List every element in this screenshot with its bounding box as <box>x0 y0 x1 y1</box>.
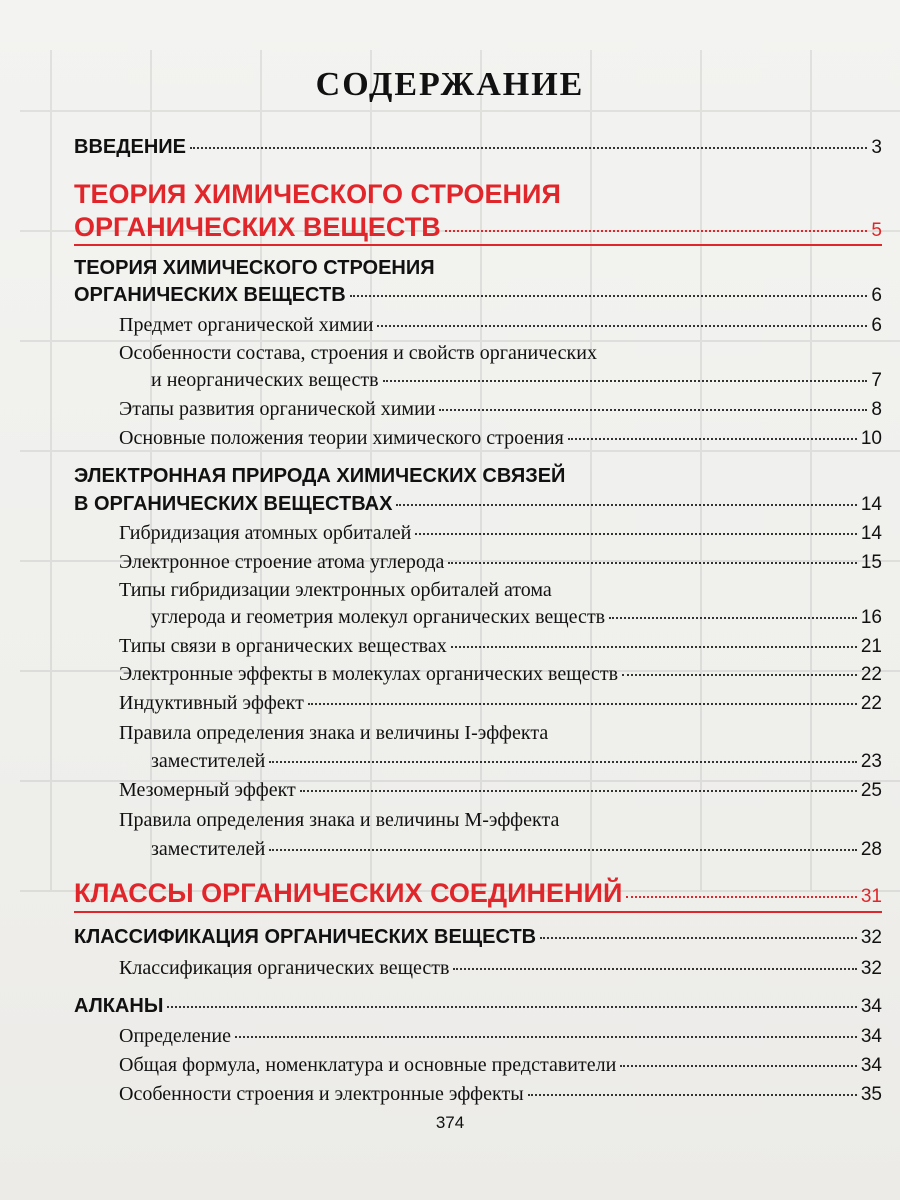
dot-leader <box>396 503 856 506</box>
section-underline <box>74 911 882 913</box>
toc-page-number: 14 <box>860 494 882 515</box>
page-title: СОДЕРЖАНИЕ <box>315 66 585 103</box>
toc-entry-title: углерода и геометрия молекул органических веществ <box>151 606 606 628</box>
toc-entry-features-line1[interactable]: Особенности состава, строения и свойств органических <box>119 342 597 364</box>
dot-leader <box>620 1064 857 1067</box>
toc-entry-hybrid-types-line1[interactable]: Типы гибридизации электронных орбиталей атома <box>119 579 552 601</box>
toc-entry-intro[interactable] <box>74 136 882 159</box>
toc-entry-title: Гибридизация атомных орбиталей <box>119 522 412 544</box>
toc-page-number: 34 <box>860 1026 882 1047</box>
dot-leader <box>235 1035 857 1038</box>
toc-entry-stages[interactable] <box>119 398 882 421</box>
toc-entry-title: Этапы развития органической химии <box>119 398 436 420</box>
toc-entry-mesomeric[interactable] <box>119 779 882 802</box>
dot-leader <box>308 702 857 705</box>
dot-leader <box>568 437 857 440</box>
toc-entry-title: Мезомерный эффект <box>119 779 296 801</box>
toc-page-number: 5 <box>871 220 882 241</box>
toc-section-theory[interactable] <box>74 212 882 243</box>
toc-page-number: 23 <box>860 751 882 772</box>
toc-page-number: 35 <box>860 1084 882 1105</box>
toc-page-number: 34 <box>860 1055 882 1076</box>
toc-entry-classification[interactable] <box>119 957 882 980</box>
toc-page-number: 6 <box>871 285 882 306</box>
toc-page-number: 8 <box>871 399 882 420</box>
dot-leader <box>269 760 857 763</box>
toc-entry-title: Типы связи в органических веществах <box>119 635 447 657</box>
toc-entry-title: ВВЕДЕНИЕ <box>74 136 186 158</box>
toc-page-number: 15 <box>860 552 882 573</box>
toc-entry-title: заместителей <box>151 838 266 860</box>
page-number-footer: 374 <box>435 1113 465 1132</box>
toc-page-number: 6 <box>871 315 882 336</box>
toc-chapter-electronic[interactable] <box>74 493 882 516</box>
toc-entry-title: Общая формула, номенклатура и основные представители <box>119 1054 617 1076</box>
toc-entry-subject[interactable] <box>119 314 882 337</box>
toc-page-number: 14 <box>860 523 882 544</box>
dot-leader <box>540 936 857 939</box>
toc-page-number: 10 <box>860 428 882 449</box>
dot-leader <box>383 379 868 382</box>
toc-page-number: 28 <box>860 839 882 860</box>
toc-entry-hybrid[interactable] <box>119 522 882 545</box>
toc-entry-title: Индуктивный эффект <box>119 692 304 714</box>
toc-entry-title: КЛАССЫ ОРГАНИЧЕСКИХ СОЕДИНЕНИЙ <box>74 878 623 908</box>
toc-page-number: 22 <box>860 664 882 685</box>
dot-leader <box>300 789 857 792</box>
toc-page-number: 25 <box>860 780 882 801</box>
toc-entry-title: В ОРГАНИЧЕСКИХ ВЕЩЕСТВАХ <box>74 493 393 515</box>
toc-entry-title: Предмет органической химии <box>119 314 374 336</box>
toc-entry-i-rules-line1[interactable]: Правила определения знака и величины I-эффекта <box>119 722 549 744</box>
toc-entry-title: Определение <box>119 1025 231 1047</box>
toc-entry-m-rules-line1[interactable]: Правила определения знака и величины М-эффекта <box>119 809 560 831</box>
toc-entry-title: Основные положения теории химического строения <box>119 427 564 449</box>
toc-entry-definition[interactable] <box>119 1025 882 1048</box>
dot-leader <box>609 616 857 619</box>
toc-entry-m-rules[interactable] <box>151 838 882 861</box>
dot-leader <box>415 532 856 535</box>
toc-section-theory-line1[interactable]: ТЕОРИЯ ХИМИЧЕСКОГО СТРОЕНИЯ <box>74 179 561 209</box>
toc-page-number: 22 <box>860 693 882 714</box>
toc-entry-title: АЛКАНЫ <box>74 995 164 1017</box>
toc-entry-title: Классификация органических веществ <box>119 957 450 979</box>
dot-leader <box>622 673 857 676</box>
dot-leader <box>350 294 868 297</box>
dot-leader <box>445 229 868 232</box>
dot-leader <box>439 408 867 411</box>
toc-entry-hybrid-types[interactable] <box>151 606 882 629</box>
toc-page-number: 34 <box>860 996 882 1017</box>
toc-entry-bond-types[interactable] <box>119 635 882 658</box>
toc-entry-i-rules[interactable] <box>151 750 882 773</box>
toc-page-number: 21 <box>860 636 882 657</box>
toc-page-number: 3 <box>871 137 882 158</box>
toc-entry-structure[interactable] <box>119 1083 882 1106</box>
toc-entry-principles[interactable] <box>119 427 882 450</box>
dot-leader <box>167 1005 856 1008</box>
toc-entry-title: ОРГАНИЧЕСКИХ ВЕЩЕСТВ <box>74 284 346 306</box>
dot-leader <box>528 1093 857 1096</box>
toc-entry-title: и неорганических веществ <box>151 369 379 391</box>
toc-entry-title: Особенности строения и электронные эффекты <box>119 1083 524 1105</box>
toc-entry-title: Электронные эффекты в молекулах органических веществ <box>119 663 619 685</box>
toc-chapter-classification[interactable] <box>74 926 882 949</box>
dot-leader <box>451 645 857 648</box>
toc-page-number: 16 <box>860 607 882 628</box>
toc-entry-title: ОРГАНИЧЕСКИХ ВЕЩЕСТВ <box>74 212 441 242</box>
dot-leader <box>448 561 856 564</box>
toc-entry-formula[interactable] <box>119 1054 882 1077</box>
toc-entry-title: заместителей <box>151 750 266 772</box>
section-underline <box>74 244 882 246</box>
toc-entry-carbon[interactable] <box>119 551 882 574</box>
dot-leader <box>269 848 857 851</box>
dot-leader <box>626 895 856 898</box>
toc-entry-inductive[interactable] <box>119 692 882 715</box>
dot-leader <box>453 967 856 970</box>
toc-entry-features[interactable] <box>151 369 882 392</box>
toc-entry-title: КЛАССИФИКАЦИЯ ОРГАНИЧЕСКИХ ВЕЩЕСТВ <box>74 926 537 948</box>
toc-page-number: 7 <box>871 370 882 391</box>
toc-chapter-electronic-line1[interactable]: ЭЛЕКТРОННАЯ ПРИРОДА ХИМИЧЕСКИХ СВЯЗЕЙ <box>74 465 566 487</box>
dot-leader <box>190 146 867 149</box>
toc-chapter-theory[interactable] <box>74 284 882 307</box>
toc-entry-effects[interactable] <box>119 663 882 686</box>
toc-section-classes[interactable] <box>74 878 882 909</box>
toc-page-number: 32 <box>860 958 882 979</box>
dot-leader <box>377 324 867 327</box>
toc-chapter-alkanes[interactable] <box>74 995 882 1018</box>
toc-entry-title: Электронное строение атома углерода <box>119 551 445 573</box>
toc-chapter-theory-line1[interactable]: ТЕОРИЯ ХИМИЧЕСКОГО СТРОЕНИЯ <box>74 257 435 279</box>
toc-page-number: 31 <box>860 886 882 907</box>
toc-page-number: 32 <box>860 927 882 948</box>
